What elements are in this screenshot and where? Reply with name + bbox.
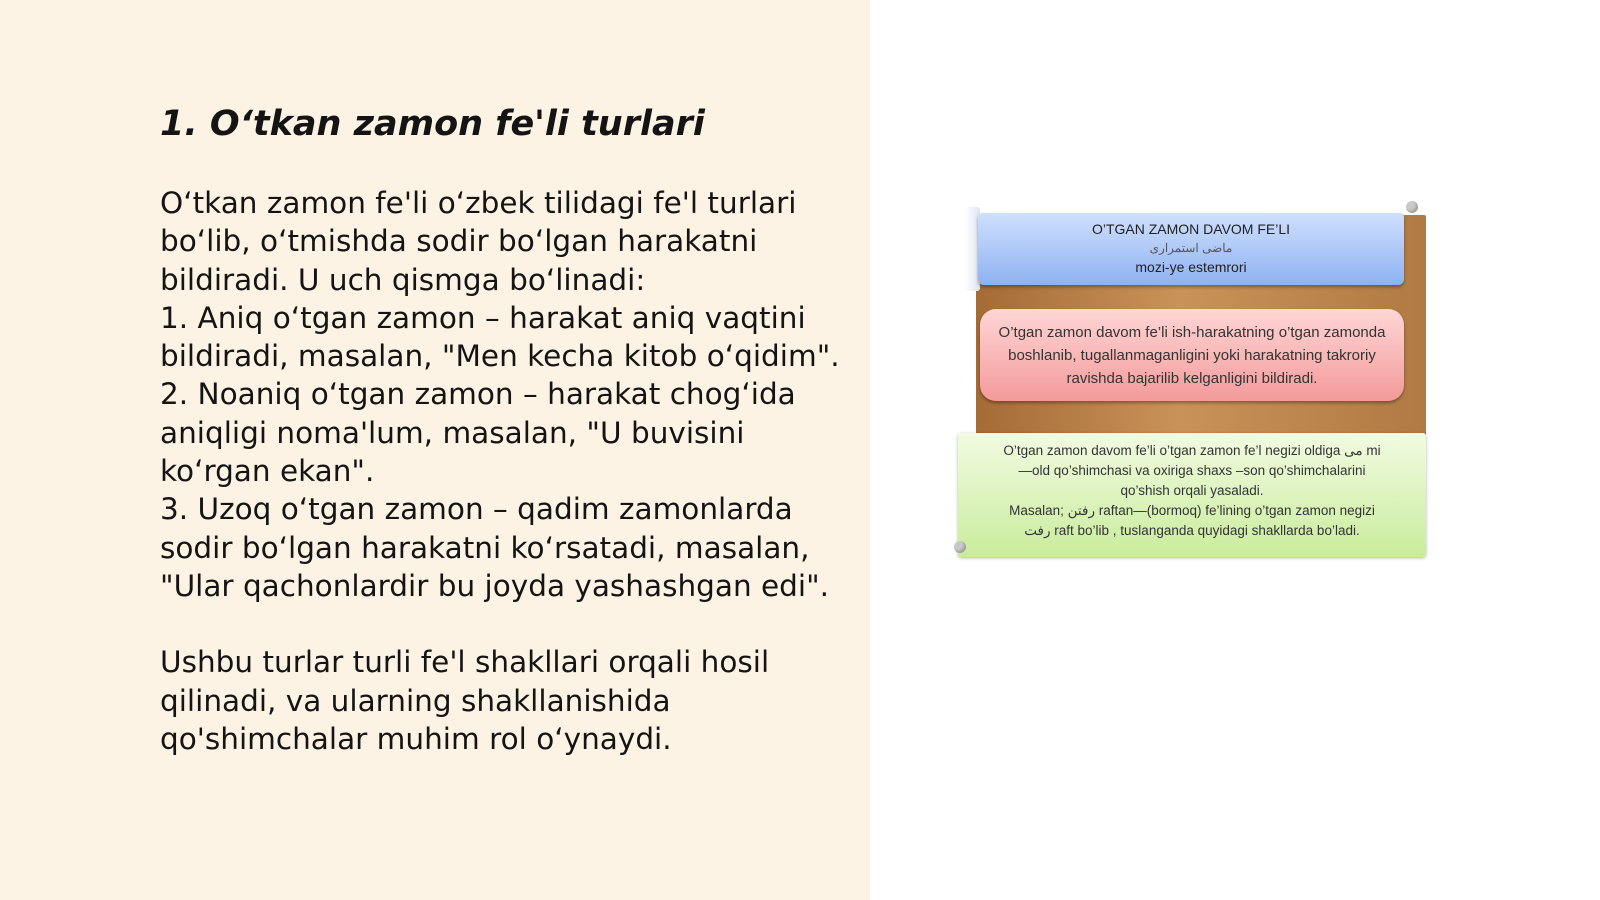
- closing-paragraph: Ushbu turlar turli fe'l shakllari orqali hosil qilinadi, va ularning shakllanishida qo'shimchalar muhim rol o‘ynaydi.: [160, 645, 770, 756]
- formation-line: Masalan; رفتن raftan—(bormoq) fe’lining o’tgan zamon negizi: [1009, 503, 1375, 518]
- type-item-1: 1. Aniq o‘tgan zamon – harakat aniq vaqtini bildiradi, masalan, "Men kecha kitob o‘qidim".: [160, 300, 840, 374]
- header-persian: ماضی استمراری: [1149, 241, 1233, 255]
- slide-title: 1. O‘tkan zamon fe'li turlari: [160, 104, 705, 144]
- formation-line: —old qo’shimchasi va oxiriga shaxs –son qo’shimchalarini: [1018, 463, 1366, 478]
- header-transliteration: mozi-ye estemrori: [1135, 259, 1247, 275]
- slide-body: [160, 184, 860, 758]
- formation-line: رفت raft bo’lib , tuslanganda quyidagi shakllarda bo’ladi.: [1024, 523, 1360, 538]
- pin-icon: [954, 541, 966, 553]
- grammar-scroll-image: [958, 205, 1426, 561]
- definition-text: O’tgan zamon davom fe’li ish-harakatning o’tgan zamonda boshlanib, tugallanmaganligini yoki harakatning takroriy ravishda bajarilib kelganligini bildiradi.: [998, 323, 1386, 387]
- paragraph-spacer: [160, 605, 860, 643]
- definition-panel: [980, 309, 1404, 401]
- type-item-3: 3. Uzoq o‘tgan zamon – qadim zamonlarda sodir bo‘lgan harakatni ko‘rsatadi, masalan, "Ular qachonlardir bu joyda yashashgan edi".: [160, 492, 830, 603]
- type-item-2: 2. Noaniq o‘tgan zamon – harakat chog‘ida aniqligi noma'lum, masalan, "U buvisini ko‘rgan ekan".: [160, 377, 796, 489]
- header-panel: [978, 213, 1404, 285]
- formation-panel: [958, 433, 1426, 557]
- pin-icon: [1406, 201, 1418, 213]
- header-title: O’TGAN ZAMON DAVOM FE’LI: [1091, 221, 1291, 237]
- intro-paragraph: O‘tkan zamon fe'li o‘zbek tilidagi fe'l turlari bo‘lib, o‘tmishda sodir bo‘lgan harakatni bildiradi. U uch qismga bo‘linadi:: [160, 186, 797, 297]
- formation-line: O’tgan zamon davom fe’li o’tgan zamon fe’l negizi oldiga می mi: [1003, 443, 1381, 458]
- formation-line: qo’shish orqali yasaladi.: [1120, 483, 1264, 498]
